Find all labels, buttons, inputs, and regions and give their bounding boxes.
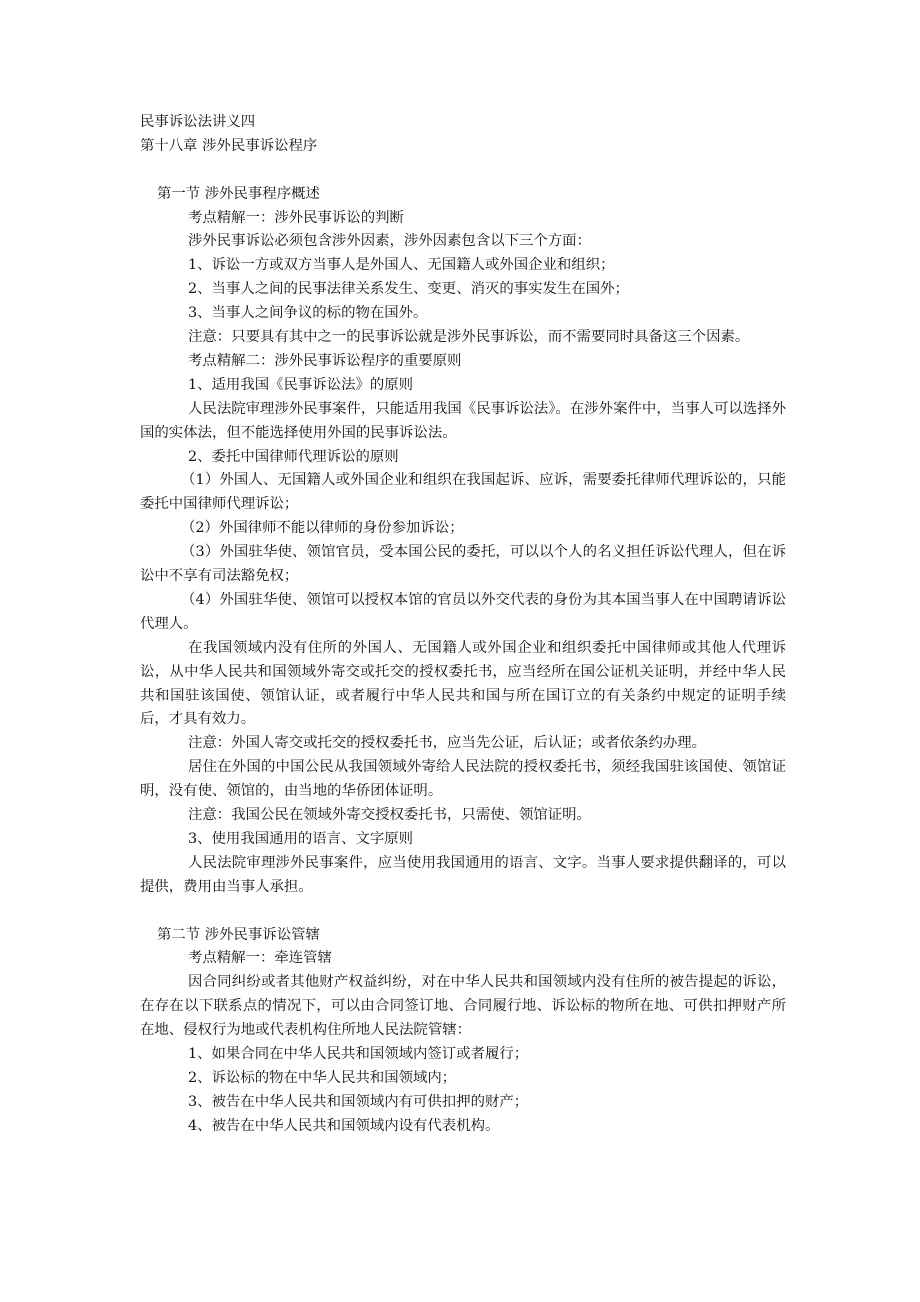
blank-line [140, 159, 786, 183]
point2-heading: 考点精解二：涉外民事诉讼程序的重要原则 [188, 352, 462, 369]
principle3-body: 人民法院审理涉外民事案件，应当使用我国通用的语言、文字。当事人要求提供翻译的，可以提供，费用由当事人承担。 [140, 854, 786, 895]
principle2-body-1: 在我国领域内没有住所的外国人、无国籍人或外国企业和组织委托中国律师或其他人代理诉讼，从中华人民共和国领域外寄交或托交的授权委托书，应当经所在国公证机关证明，并经中华人民共和国驻该国使、领馆认证，或者履行中华人民共和国与所在国订立的有关条约中规定的证明手续后，才具有效力。 [140, 639, 786, 728]
section2-item-1: 1、如果合同在中华人民共和国领域内签订或者履行； [188, 1046, 529, 1063]
principle2-item-3: （3）外国驻华使、领馆官员，受本国公民的委托，可以以个人的名义担任诉讼代理人，但在诉讼中不享有司法豁免权； [140, 544, 786, 585]
section2-item-4: 4、被告在中华人民共和国领域内设有代表机构。 [188, 1117, 500, 1134]
point1-heading: 考点精解一：涉外民事诉讼的判断 [188, 209, 404, 226]
blank-line [140, 900, 786, 924]
point1-item-1: 1、诉讼一方或双方当事人是外国人、无国籍人或外国企业和组织； [188, 257, 615, 274]
principle2-item-2: （2）外国律师不能以律师的身份参加诉讼； [181, 520, 464, 537]
principle2-item-4: （4）外国驻华使、领馆可以授权本馆的官员以外交代表的身份为其本国当事人在中国聘请诉讼代理人。 [140, 591, 786, 632]
section2-point1-heading: 考点精解一：牵连管辖 [188, 950, 332, 967]
principle1-body: 人民法院审理涉外民事案件，只能适用我国《民事诉讼法》。在涉外案件中，当事人可以选择外国的实体法，但不能选择使用外国的民事诉讼法。 [140, 400, 786, 441]
principle2-note-2: 注意：我国公民在领域外寄交授权委托书，只需使、领馆证明。 [188, 807, 591, 824]
point1-note: 注意：只要具有其中之一的民事诉讼就是涉外民事诉讼，而不需要同时具备这三个因素。 [188, 329, 750, 346]
chapter-heading: 第十八章 涉外民事诉讼程序 [140, 137, 318, 154]
section2-item-2: 2、诉讼标的物在中华人民共和国领域内； [188, 1069, 457, 1086]
document-content [140, 111, 786, 1139]
principle2-note-1: 注意：外国人寄交或托交的授权委托书，应当先公证，后认证；或者依条约办理。 [188, 735, 707, 752]
point1-intro: 涉外民事诉讼必须包含涉外因素，涉外因素包含以下三个方面： [188, 233, 591, 250]
principle2-item-1: （1）外国人、无国籍人或外国企业和组织在我国起诉、应诉，需要委托律师代理诉讼的，只能委托中国律师代理诉讼； [140, 472, 786, 513]
principle2-title: 2、委托中国律师代理诉讼的原则 [188, 448, 399, 465]
section2-heading: 第二节 涉外民事诉讼管辖 [157, 926, 320, 943]
principle2-body-2: 居住在外国的中国公民从我国领域外寄给人民法院的授权委托书，须经我国驻该国使、领馆证明，没有使、领馆的，由当地的华侨团体证明。 [140, 759, 786, 800]
point1-item-3: 3、当事人之间争议的标的物在国外。 [188, 305, 428, 322]
section1-heading: 第一节 涉外民事程序概述 [157, 185, 320, 202]
principle3-title: 3、使用我国通用的语言、文字原则 [188, 830, 414, 847]
point1-item-2: 2、当事人之间的民事法律关系发生、变更、消灭的事实发生在国外； [188, 281, 629, 298]
section2-point1-body: 因合同纠纷或者其他财产权益纠纷，对在中华人民共和国领域内没有住所的被告提起的诉讼，在存在以下联系点的情况下，可以由合同签订地、合同履行地、诉讼标的物所在地、可供扣押财产所在地、侵权行为地或代表机构住所地人民法院管辖： [140, 974, 786, 1039]
document-title: 民事诉讼法讲义四 [140, 114, 256, 130]
section2-item-3: 3、被告在中华人民共和国领域内有可供扣押的财产； [188, 1093, 529, 1110]
principle1-title: 1、适用我国《民事诉讼法》的原则 [188, 376, 414, 393]
